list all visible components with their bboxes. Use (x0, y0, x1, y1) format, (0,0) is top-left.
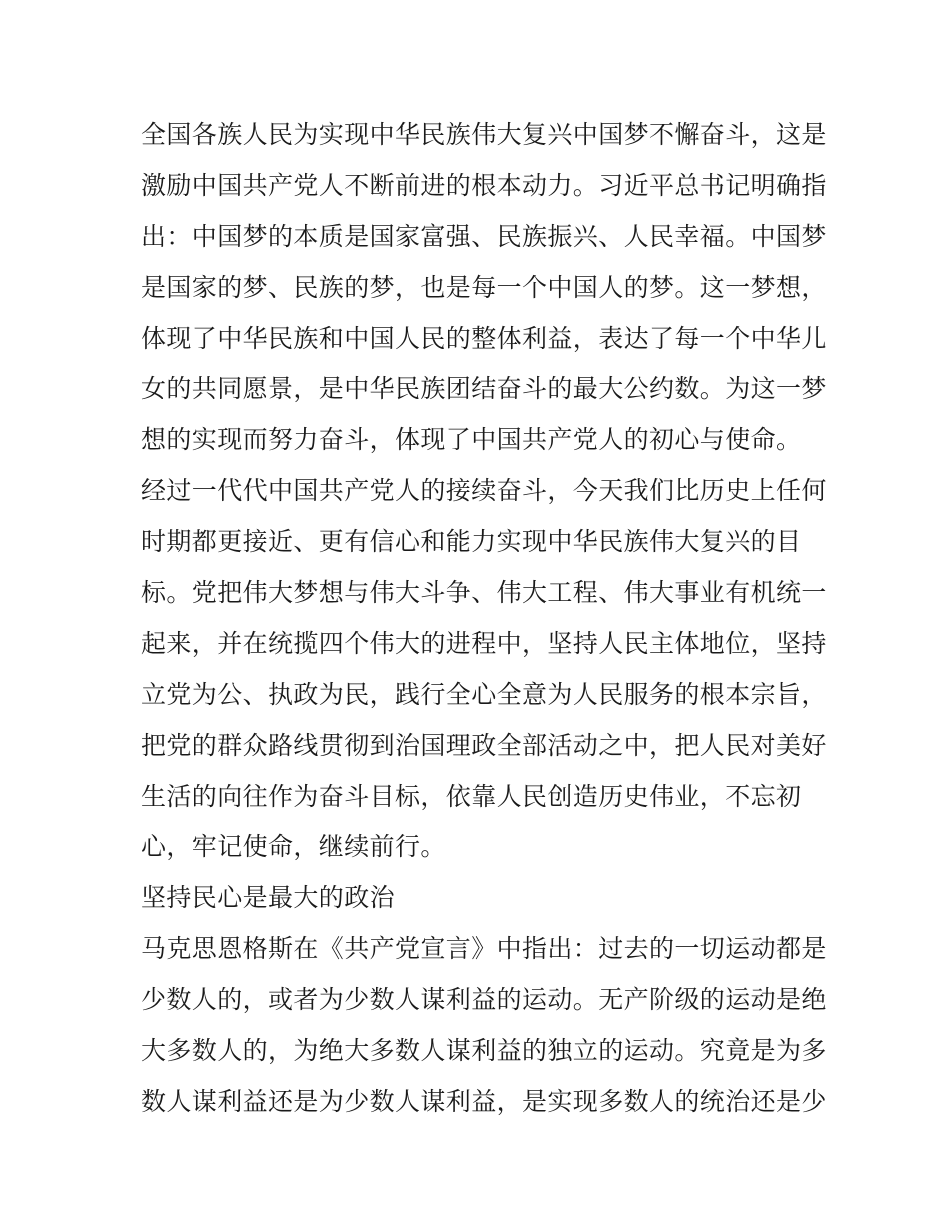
text-line: 激励中国共产党人不断前进的根本动力。习近平总书记明确指 (141, 170, 827, 200)
text-line: 起来，并在统揽四个伟大的进程中，坚持人民主体地位，坚持 (141, 628, 827, 658)
text-line: 体现了中华民族和中国人民的整体利益，表达了每一个中华儿 (141, 323, 827, 353)
text-line: 出：中国梦的本质是国家富强、民族振兴、人民幸福。中国梦 (141, 221, 827, 251)
text-line: 马克思恩格斯在《共产党宣言》中指出：过去的一切运动都是 (141, 934, 827, 964)
text-line: 标。党把伟大梦想与伟大斗争、伟大工程、伟大事业有机统一 (141, 578, 827, 608)
text-line: 数人谋利益还是为少数人谋利益，是实现多数人的统治还是少 (141, 1086, 827, 1116)
text-line: 把党的群众路线贯彻到治国理政全部活动之中，把人民对美好 (141, 730, 827, 760)
text-line: 经过一代代中国共产党人的接续奋斗，今天我们比历史上任何 (141, 476, 827, 506)
text-line: 是国家的梦、民族的梦，也是每一个中国人的梦。这一梦想， (141, 272, 827, 302)
text-line: 生活的向往作为奋斗目标，依靠人民创造历史伟业，不忘初 (141, 781, 802, 811)
text-line: 大多数人的，为绝大多数人谋利益的独立的运动。究竟是为多 (141, 1036, 827, 1066)
text-line: 女的共同愿景，是中华民族团结奋斗的最大公约数。为这一梦 (141, 374, 827, 404)
text-line: 心，牢记使命，继续前行。 (141, 832, 446, 862)
text-line: 立党为公、执政为民，践行全心全意为人民服务的根本宗旨， (141, 679, 827, 709)
text-line: 时期都更接近、更有信心和能力实现中华民族伟大复兴的目 (141, 527, 802, 557)
text-line: 想的实现而努力奋斗，体现了中国共产党人的初心与使命。 (141, 425, 802, 455)
text-line: 少数人的，或者为少数人谋利益的运动。无产阶级的运动是绝 (141, 985, 827, 1015)
document-body (141, 110, 827, 1128)
section-heading: 坚持民心是最大的政治 (141, 883, 396, 913)
text-line: 全国各族人民为实现中华民族伟大复兴中国梦不懈奋斗，这是 (141, 120, 827, 149)
